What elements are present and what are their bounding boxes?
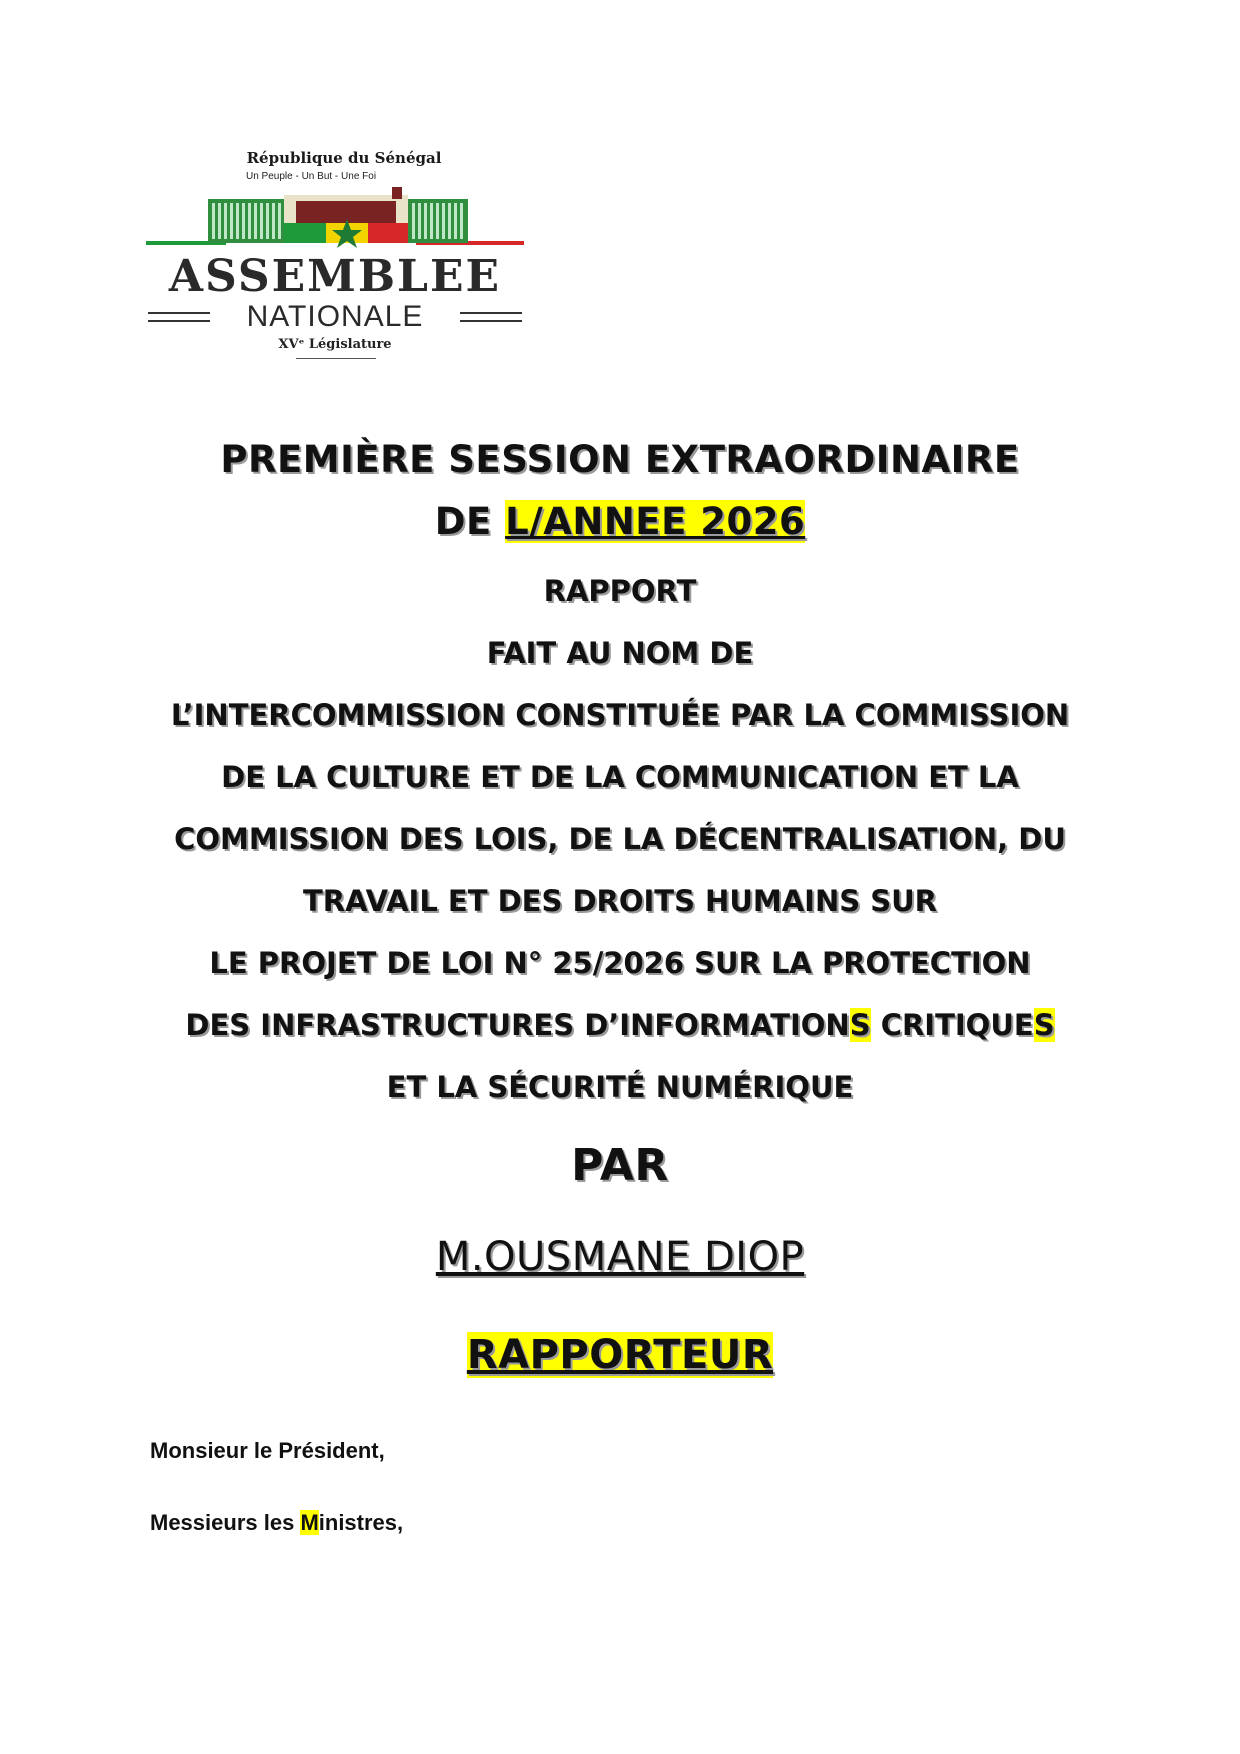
line-f-highlight2: S [1033, 1008, 1055, 1042]
logo-title-text: ASSEMBLEE [168, 251, 502, 302]
commission-line-b: DE LA CULTURE ET DE LA COMMUNICATION ET LA [221, 760, 1019, 794]
salutation-ministres-highlight: M [300, 1510, 319, 1535]
fait-au-nom-label: FAIT AU NOM DE [486, 636, 754, 670]
salutation-ministres [150, 1510, 403, 1536]
par-label: PAR [571, 1140, 669, 1191]
line-f-part2: CRITIQUE [870, 1008, 1034, 1042]
line-f-part1: DES INFRASTRUCTURES D’INFORMATION [185, 1008, 850, 1042]
parliament-building-icon [146, 185, 524, 255]
logo-subtitle-text: NATIONALE [246, 300, 424, 333]
author-name [0, 1234, 1240, 1280]
commission-line-a: L’INTERCOMMISSION CONSTITUÉE PAR LA COMMISSION [170, 698, 1070, 732]
session-title-line2 [0, 500, 1240, 543]
commission-line-d: TRAVAIL ET DES DROITS HUMAINS SUR [303, 884, 937, 918]
logo-legislature-underline [296, 358, 376, 359]
logo-legislature-text: XVᵉ Législature [278, 337, 392, 352]
salutation-ministres-prefix: Messieurs les [150, 1510, 301, 1535]
projet-loi-line-e: LE PROJET DE LOI N° 25/2026 SUR LA PROTECTION [209, 946, 1031, 980]
salutation-president: Monsieur le Président, [150, 1438, 385, 1463]
logo-republic-text: République du Sénégal [246, 149, 442, 167]
rapporteur-label [0, 1332, 1240, 1378]
projet-loi-line-g: ET LA SÉCURITÉ NUMÉRIQUE [386, 1070, 854, 1104]
logo-subtitle-row [146, 300, 524, 334]
assemblee-nationale-logo [146, 145, 524, 360]
session-year-highlight: L/ANNEE 2026 [505, 500, 806, 543]
rapport-label: RAPPORT [543, 574, 697, 608]
salutation-ministres-suffix: inistres, [318, 1510, 404, 1535]
session-title-line1: PREMIÈRE SESSION EXTRAORDINAIRE [220, 438, 1020, 481]
session-title-line2-prefix: DE [434, 500, 506, 543]
line-f-highlight1: S [849, 1008, 871, 1042]
projet-loi-line-f [0, 1008, 1240, 1042]
author-name-text: M.OUSMANE DIOP [435, 1234, 805, 1280]
logo-motto-text: Un Peuple - Un But - Une Foi [246, 171, 377, 182]
commission-line-c: COMMISSION DES LOIS, DE LA DÉCENTRALISATION, DU [174, 822, 1066, 856]
rapporteur-text: RAPPORTEUR [466, 1332, 774, 1378]
